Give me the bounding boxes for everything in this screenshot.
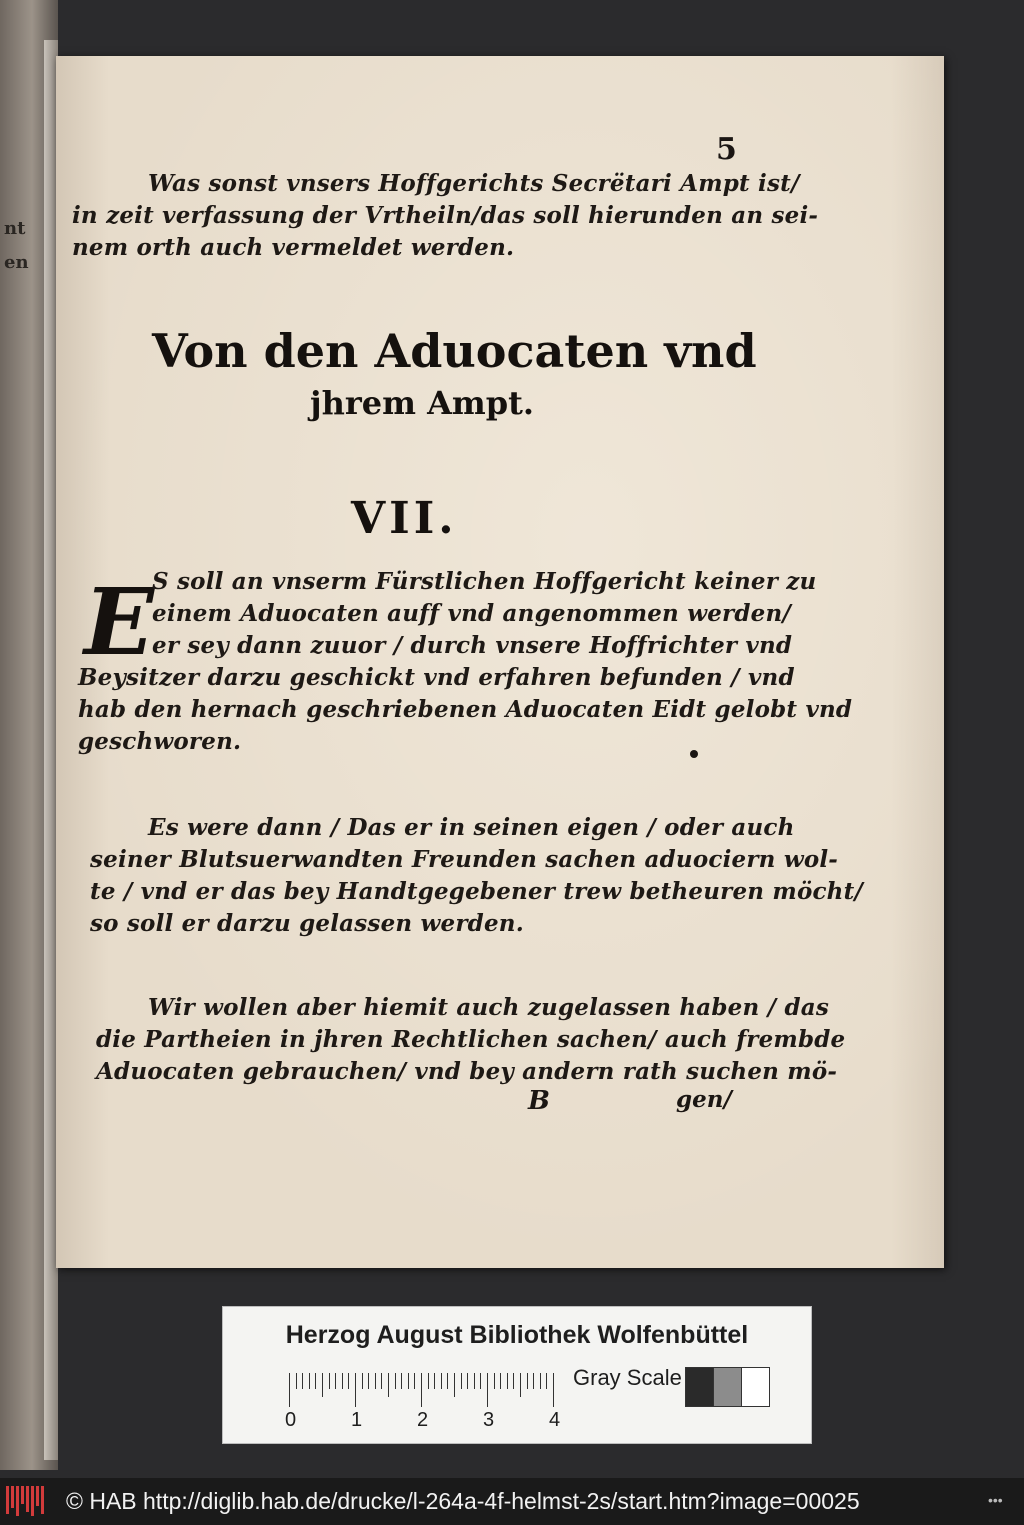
ruler-label: 0 bbox=[285, 1409, 297, 1431]
ruler-tick bbox=[335, 1373, 336, 1389]
ruler-tick bbox=[428, 1373, 429, 1389]
ruler-tick bbox=[342, 1373, 343, 1389]
ruler-tick bbox=[441, 1373, 442, 1389]
ruler-tick bbox=[474, 1373, 475, 1389]
text-line: einem Aduocaten auff vnd angenommen werden/ bbox=[152, 600, 791, 627]
paragraph-1 bbox=[72, 168, 819, 264]
catchword: gen/ bbox=[676, 1086, 732, 1113]
gray-swatch-dark bbox=[685, 1367, 714, 1407]
ruler-tick bbox=[487, 1373, 488, 1407]
text-line: Wir wollen aber hiemit auch zugelassen haben / das bbox=[148, 994, 829, 1021]
ruler-label: 4 bbox=[549, 1409, 561, 1431]
text-line: geschworen. bbox=[78, 728, 242, 755]
ruler-tick bbox=[500, 1373, 501, 1389]
ruler-tick bbox=[355, 1373, 356, 1407]
ruler-tick bbox=[309, 1373, 310, 1389]
ruler-tick bbox=[368, 1373, 369, 1389]
text-line: Aduocaten gebrauchen/ vnd bey andern rath suchen mö- bbox=[96, 1058, 838, 1085]
section-subheading: jhrem Ampt. bbox=[310, 384, 535, 422]
ruler-tick bbox=[513, 1373, 514, 1389]
ruler-tick bbox=[520, 1373, 521, 1397]
text-line: er sey dann zuuor / durch vnsere Hoffrichter vnd bbox=[152, 632, 793, 659]
gray-swatch-light bbox=[741, 1367, 770, 1407]
text-line: die Partheien in jhren Rechtlichen sachen/ auch frembde bbox=[96, 1026, 846, 1053]
ruler-tick bbox=[533, 1373, 534, 1389]
barcode-bar bbox=[11, 1486, 14, 1508]
text-line: Es were dann / Das er in seinen eigen / oder auch bbox=[148, 814, 795, 841]
ruler-tick bbox=[375, 1373, 376, 1389]
ruler-tick bbox=[395, 1373, 396, 1389]
gray-scale-label: Gray Scale bbox=[573, 1365, 682, 1390]
barcode-bar bbox=[36, 1486, 39, 1506]
barcode-bar bbox=[16, 1486, 19, 1516]
ruler-tick bbox=[447, 1373, 448, 1389]
barcode-bar bbox=[31, 1486, 34, 1516]
ruler-tick bbox=[527, 1373, 528, 1389]
ruler-tick bbox=[408, 1373, 409, 1389]
ruler-tick bbox=[381, 1373, 382, 1389]
ruler-label: 2 bbox=[417, 1409, 429, 1431]
ruler-label: 3 bbox=[483, 1409, 495, 1431]
footer-bar bbox=[0, 1478, 1024, 1525]
text-line: nem orth auch vermeldet werden. bbox=[72, 234, 515, 261]
library-name: Herzog August Bibliothek Wolfenbüttel bbox=[285, 1321, 749, 1349]
ruler-tick bbox=[414, 1373, 415, 1389]
color-scale-card bbox=[222, 1306, 812, 1444]
section-heading: Von den Aduocaten vnd bbox=[152, 324, 757, 378]
ruler-tick bbox=[461, 1373, 462, 1389]
barcode-bar bbox=[41, 1486, 44, 1514]
section-number: VII. bbox=[351, 493, 458, 544]
ruler-tick bbox=[315, 1373, 316, 1389]
ruler-tick bbox=[421, 1373, 422, 1407]
ruler-tick bbox=[329, 1373, 330, 1389]
ruler-tick bbox=[302, 1373, 303, 1389]
barcode-bar bbox=[21, 1486, 24, 1504]
previous-page-fragment: nt bbox=[4, 218, 26, 239]
previous-page-edge bbox=[0, 0, 58, 1470]
copyright-url[interactable]: © HAB http://diglib.hab.de/drucke/l-264a-4f-helmst-2s/start.htm?image=00025 bbox=[66, 1488, 860, 1514]
paragraph-4 bbox=[96, 992, 846, 1088]
ruler-tick bbox=[454, 1373, 455, 1397]
centimeter-ruler bbox=[289, 1373, 559, 1413]
drop-cap: E bbox=[84, 568, 155, 676]
text-line: Was sonst vnsers Hoffgerichts Secrëtari Ampt ist/ bbox=[148, 170, 800, 197]
text-line: te / vnd er das bey Handtgegebener trew betheuren möcht/ bbox=[90, 878, 864, 905]
paragraph-3 bbox=[90, 812, 864, 940]
more-icon[interactable]: ••• bbox=[988, 1492, 1003, 1508]
text-line: S soll an vnserm Fürstlichen Hoffgericht keiner zu bbox=[152, 568, 817, 595]
ruler-tick bbox=[348, 1373, 349, 1389]
ruler-tick bbox=[362, 1373, 363, 1389]
ruler-tick bbox=[480, 1373, 481, 1389]
ruler-tick bbox=[434, 1373, 435, 1389]
text-line: hab den hernach geschriebenen Aduocaten Eidt gelobt vnd bbox=[78, 696, 853, 723]
text-line: in zeit verfassung der Vrtheiln/das soll hierunden an sei- bbox=[72, 202, 819, 229]
paragraph-2 bbox=[78, 566, 853, 758]
ruler-tick bbox=[467, 1373, 468, 1389]
barcode-bar bbox=[6, 1486, 9, 1514]
text-line: so soll er darzu gelassen werden. bbox=[90, 910, 524, 937]
gray-swatch-mid bbox=[713, 1367, 742, 1407]
ruler-tick bbox=[289, 1373, 290, 1407]
ruler-tick bbox=[401, 1373, 402, 1389]
ruler-tick bbox=[494, 1373, 495, 1389]
ruler-tick bbox=[388, 1373, 389, 1397]
signature-mark: B bbox=[528, 1086, 550, 1116]
text-line: seiner Blutsuerwandten Freunden sachen aduociern wol- bbox=[90, 846, 839, 873]
page-number: 5 bbox=[716, 132, 737, 167]
hab-barcode-icon bbox=[6, 1486, 50, 1516]
ruler-tick bbox=[540, 1373, 541, 1389]
book-page bbox=[56, 56, 944, 1268]
ruler-tick bbox=[546, 1373, 547, 1389]
ruler-tick bbox=[322, 1373, 323, 1397]
ink-dot bbox=[690, 750, 698, 758]
ruler-label: 1 bbox=[351, 1409, 363, 1431]
barcode-bar bbox=[26, 1486, 29, 1512]
text-line: Beysitzer darzu geschickt vnd erfahren befunden / vnd bbox=[78, 664, 795, 691]
ruler-tick bbox=[507, 1373, 508, 1389]
ruler-tick bbox=[296, 1373, 297, 1389]
previous-page-fragment: en bbox=[4, 252, 29, 273]
ruler-tick bbox=[553, 1373, 554, 1407]
